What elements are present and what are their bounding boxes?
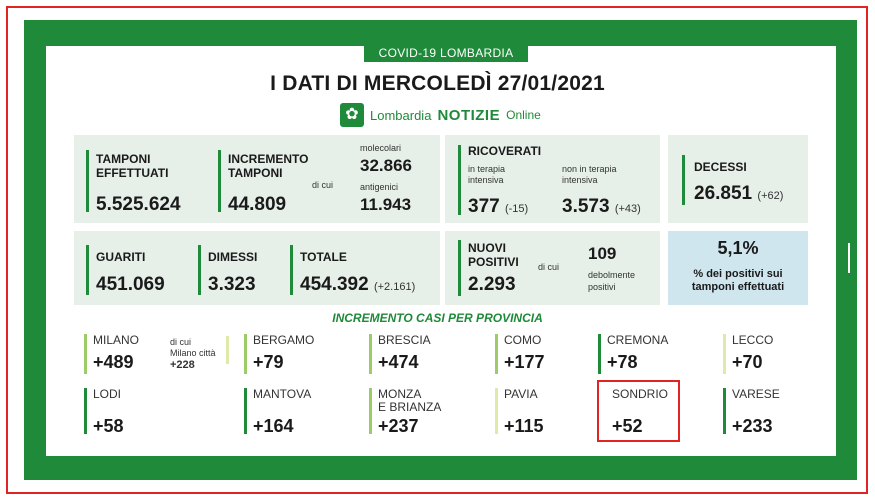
positivi-value: 2.293 (468, 274, 516, 295)
como-name: COMO (504, 333, 542, 347)
pavia-value: +115 (504, 416, 544, 436)
monza-value: +237 (378, 416, 419, 436)
positivi-label-2: POSITIVI (468, 255, 519, 269)
milano-sub: di cui (170, 337, 192, 347)
lodi-value: +58 (93, 416, 124, 436)
milano-divider (226, 336, 229, 364)
tamponi-bar (86, 150, 89, 212)
incremento-value: 44.809 (228, 194, 287, 215)
monza-name-2: E BRIANZA (378, 400, 442, 414)
cremona-value: +78 (607, 352, 638, 372)
dimessi-value: 3.323 (208, 274, 256, 295)
mantova-name: MANTOVA (253, 387, 312, 401)
lecco-name: LECCO (732, 333, 774, 347)
totale-value (300, 274, 415, 296)
bergamo-value: +79 (253, 352, 284, 372)
varese-value: +233 (732, 416, 773, 436)
lecco-value: +70 (732, 352, 763, 372)
province-title: INCREMENTO CASI PER PROVINCIA (332, 311, 543, 325)
monza-name: MONZA (378, 387, 422, 401)
nti-number: 3.573 (562, 196, 610, 217)
incremento-label-2: TAMPONI (228, 166, 283, 180)
ti-number: 377 (468, 196, 500, 217)
totale-number: 454.392 (300, 274, 369, 295)
brand-notizie: NOTIZIE (437, 106, 501, 124)
incremento-di-cui: di cui (312, 180, 334, 190)
decessi-box (668, 135, 808, 223)
lodi-name: LODI (93, 387, 122, 401)
brescia-bar (369, 334, 372, 374)
sondrio-highlight (597, 380, 680, 442)
ti-label: in terapia (468, 164, 506, 174)
tamponi-label-2: EFFETTUATI (96, 166, 169, 180)
milano-citta-value: +228 (170, 359, 195, 371)
cremona-bar (598, 334, 601, 374)
brand (340, 102, 541, 128)
varese-name: VARESE (732, 387, 780, 401)
tamponi-value: 5.525.624 (96, 194, 181, 215)
brescia-value: +474 (378, 352, 419, 372)
tamponi-label: TAMPONI (96, 152, 151, 166)
ricoverati-label: RICOVERATI (468, 144, 542, 158)
ti-delta: (-15) (504, 203, 529, 215)
molecolari-value: 32.866 (360, 156, 412, 175)
percentuale-label-2: tamponi effettuati (691, 281, 785, 293)
mantova-value: +164 (253, 416, 294, 436)
deboli-label: debolmente (588, 270, 636, 280)
decessi-bar (682, 155, 685, 205)
deboli-value: 109 (588, 244, 617, 263)
positivi-bar (458, 240, 461, 296)
lodi-bar (84, 388, 87, 434)
totale-delta: (+2.161) (373, 281, 416, 293)
milano-value: +489 (93, 352, 134, 372)
dimessi-bar (198, 245, 201, 295)
antigenici-label: antigenici (360, 182, 399, 192)
brand-name: Lombardia (370, 107, 432, 123)
mantova-bar (244, 388, 247, 434)
header-tag: COVID-19 LOMBARDIA (364, 44, 528, 62)
pavia-name: PAVIA (504, 387, 538, 401)
nti-value (562, 196, 641, 218)
milano-bar (84, 334, 87, 374)
lecco-bar (723, 334, 726, 374)
sondrio-name: SONDRIO (612, 387, 669, 401)
molecolari-label: molecolari (360, 143, 402, 153)
pavia-bar (495, 388, 498, 434)
sondrio-value: +52 (612, 416, 643, 436)
guariti-value: 451.069 (96, 274, 165, 295)
nti-label-2: intensiva (562, 175, 598, 185)
decessi-value (694, 183, 783, 205)
como-value: +177 (504, 352, 545, 372)
positivi-di-cui: di cui (538, 262, 560, 272)
nti-label: non in terapia (562, 164, 617, 174)
dimessi-label: DIMESSI (208, 250, 258, 264)
como-bar (495, 334, 498, 374)
decessi-number: 26.851 (694, 183, 753, 204)
flower-icon: ✿ (340, 103, 364, 127)
percentuale-value: 5,1% (717, 238, 759, 258)
bergamo-bar (244, 334, 247, 374)
percentuale-label: % dei positivi sui (693, 268, 783, 280)
bergamo-name: BERGAMO (253, 333, 315, 347)
ti-value (468, 196, 528, 218)
decessi-label: DECESSI (694, 160, 747, 174)
milano-name: MILANO (93, 333, 140, 347)
guariti-bar (86, 245, 89, 295)
monza-bar (369, 388, 372, 434)
ricoverati-bar (458, 145, 461, 215)
incremento-bar (218, 150, 221, 212)
totale-bar (290, 245, 293, 295)
nti-delta: (+43) (614, 203, 641, 215)
deboli-label-2: positivi (588, 282, 616, 292)
antigenici-value: 11.943 (360, 195, 412, 214)
ti-label-2: intensiva (468, 175, 504, 185)
incremento-label: INCREMENTO (228, 152, 309, 166)
positivi-label: NUOVI (468, 241, 507, 255)
brand-online: Online (506, 108, 541, 122)
cremona-name: CREMONA (607, 333, 669, 347)
decessi-delta: (+62) (757, 190, 784, 202)
milano-sub-2: Milano città (170, 348, 216, 358)
page-title: I DATI DI MERCOLEDÌ 27/01/2021 (270, 72, 605, 95)
divider (848, 243, 850, 273)
brescia-name: BRESCIA (378, 333, 431, 347)
varese-bar (723, 388, 726, 434)
totale-label: TOTALE (300, 250, 347, 264)
guariti-label: GUARITI (96, 250, 146, 264)
